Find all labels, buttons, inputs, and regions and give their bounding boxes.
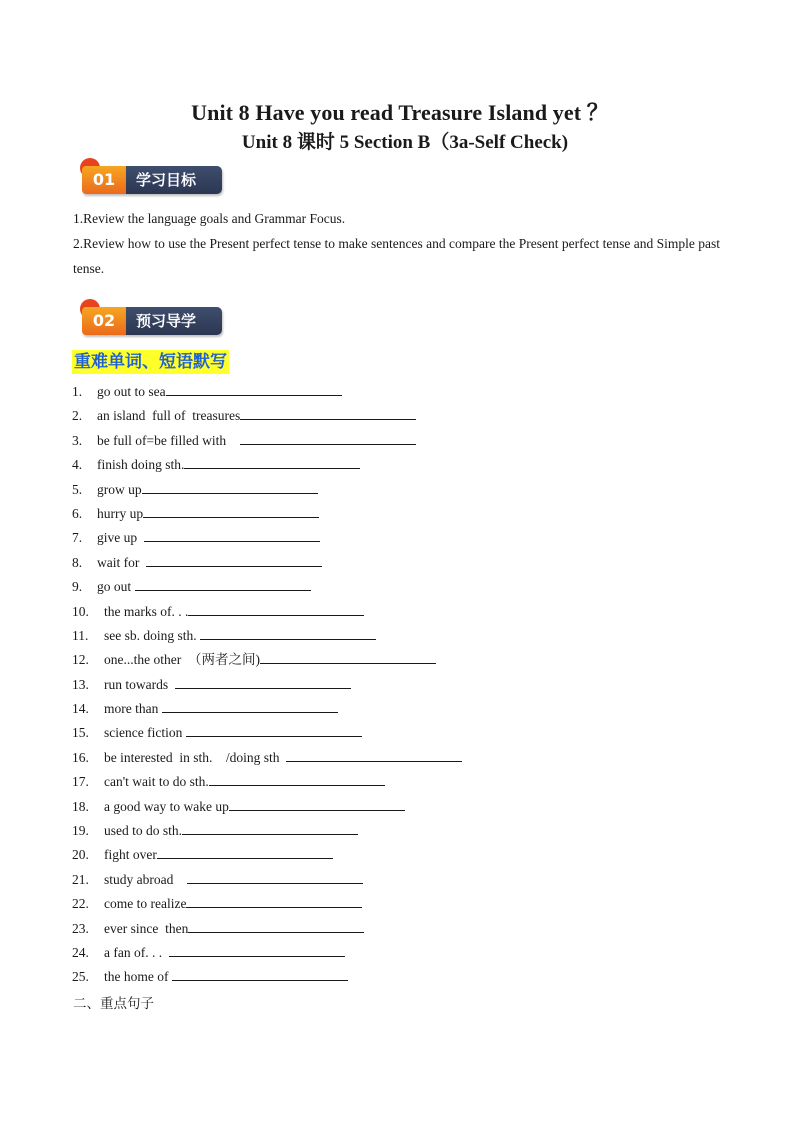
badge-number: 01 [82, 166, 126, 194]
vocab-number: 5. [72, 481, 83, 497]
vocab-item [72, 843, 732, 867]
vocab-number: 4. [72, 457, 83, 473]
vocab-item [72, 697, 732, 721]
vocab-number: 15. [72, 725, 89, 741]
answer-blank[interactable] [135, 578, 311, 591]
key-sentences-heading: 二、重点句子 [73, 996, 154, 1012]
vocab-phrase: be interested in sth. /doing sth [104, 749, 287, 765]
vocab-phrase: come to realize [104, 896, 187, 912]
answer-blank[interactable] [229, 798, 405, 811]
vocab-phrase: finish doing sth. [97, 457, 185, 473]
answer-blank[interactable] [188, 920, 364, 933]
answer-blank[interactable] [209, 773, 385, 786]
goal-item: 2.Review how to use the Present perfect tense to make sentences and compare the Present perfect tense and Simple past tense. [73, 236, 721, 276]
vocab-item [72, 551, 732, 575]
vocab-phrase: go out [97, 579, 135, 595]
vocab-phrase: the marks of. . . [104, 603, 189, 619]
vocab-number: 22. [72, 896, 89, 912]
vocab-item [72, 770, 732, 794]
vocab-item [72, 575, 732, 599]
vocab-number: 14. [72, 701, 89, 717]
vocab-phrase: a fan of. . . [104, 944, 169, 960]
answer-blank[interactable] [175, 676, 351, 689]
vocab-number: 6. [72, 505, 83, 521]
vocab-phrase: run towards [104, 676, 175, 692]
vocab-item [72, 600, 732, 624]
vocab-number: 24. [72, 944, 89, 960]
vocab-number: 21. [72, 871, 89, 887]
answer-blank[interactable] [162, 700, 338, 713]
answer-blank[interactable] [240, 432, 416, 445]
vocab-phrase: see sb. doing sth. [104, 627, 200, 643]
vocab-number: 17. [72, 774, 89, 790]
vocab-number: 23. [72, 920, 89, 936]
vocab-phrase: one...the other （两者之间) [104, 652, 260, 668]
answer-blank[interactable] [286, 749, 462, 762]
answer-blank[interactable] [143, 505, 319, 518]
vocab-item [72, 819, 732, 843]
vocab-number: 12. [72, 652, 89, 668]
answer-blank[interactable] [166, 383, 342, 396]
vocab-phrase: hurry up [97, 505, 144, 521]
vocab-phrase: an island full of treasures [97, 408, 241, 424]
answer-blank[interactable] [186, 895, 362, 908]
badge-label: 预习导学 [126, 307, 222, 335]
answer-blank[interactable] [187, 871, 363, 884]
vocab-item [72, 917, 732, 941]
badge-number: 02 [82, 307, 126, 335]
vocab-number: 9. [72, 579, 83, 595]
vocab-number: 25. [72, 969, 89, 985]
vocab-phrase: the home of [104, 969, 172, 985]
vocab-phrase: ever since then [104, 920, 189, 936]
vocab-number: 7. [72, 530, 83, 546]
answer-blank[interactable] [260, 651, 436, 664]
vocab-phrase: go out to sea [97, 384, 166, 399]
vocab-item [72, 453, 732, 477]
vocab-item [72, 380, 732, 404]
answer-blank[interactable] [184, 456, 360, 469]
page-subtitle: Unit 8 课时 5 Section B（3a-Self Check) [241, 132, 569, 153]
vocab-item [72, 429, 732, 453]
vocab-item [72, 478, 732, 502]
vocab-number: 13. [72, 676, 89, 692]
vocab-item [72, 746, 732, 770]
vocab-number: 1. [72, 384, 83, 399]
vocab-number: 18. [72, 798, 89, 814]
vocab-item [72, 673, 732, 697]
vocab-phrase: be full of=be filled with [97, 432, 240, 448]
vocab-item [72, 868, 732, 892]
vocab-phrase: can't wait to do sth. [104, 774, 209, 790]
vocab-number: 8. [72, 554, 83, 570]
vocab-item [72, 648, 732, 672]
vocab-phrase: more than [104, 701, 162, 717]
vocab-number: 11. [72, 627, 89, 643]
vocab-phrase: used to do sth. [104, 823, 183, 839]
vocab-number: 2. [72, 408, 83, 424]
answer-blank[interactable] [146, 554, 322, 567]
answer-blank[interactable] [169, 944, 345, 957]
vocab-number: 20. [72, 847, 89, 863]
learning-goals [73, 206, 733, 281]
vocab-item [72, 965, 732, 989]
vocab-item [72, 941, 732, 965]
vocab-item [72, 795, 732, 819]
badge-label: 学习目标 [126, 166, 222, 194]
answer-blank[interactable] [186, 724, 362, 737]
section-badge-learning-goals [78, 158, 224, 198]
vocab-phrase: wait for [97, 554, 147, 570]
answer-blank[interactable] [157, 846, 333, 859]
vocab-item [72, 526, 732, 550]
answer-blank[interactable] [188, 603, 364, 616]
vocab-item [72, 624, 732, 648]
vocab-number: 3. [72, 432, 83, 448]
vocab-phrase: study abroad [104, 871, 187, 887]
answer-blank[interactable] [144, 529, 320, 542]
answer-blank[interactable] [182, 822, 358, 835]
vocab-item [72, 404, 732, 428]
vocab-heading: 重难单词、短语默写 [74, 352, 227, 372]
vocab-phrase: grow up [97, 481, 142, 497]
vocab-number: 19. [72, 823, 89, 839]
vocab-phrase: science fiction [104, 725, 186, 741]
vocab-phrase: a good way to wake up [104, 798, 229, 814]
section-badge-preview [78, 299, 224, 339]
answer-blank[interactable] [172, 968, 348, 981]
vocab-list [72, 380, 732, 990]
answer-blank[interactable] [240, 407, 416, 420]
answer-blank[interactable] [142, 481, 318, 494]
answer-blank[interactable] [200, 627, 376, 640]
vocab-item [72, 721, 732, 745]
goal-item: 1.Review the language goals and Grammar Focus. [73, 211, 346, 226]
vocab-phrase: fight over [104, 847, 157, 863]
vocab-number: 16. [72, 749, 89, 765]
vocab-item [72, 502, 732, 526]
vocab-item [72, 892, 732, 916]
vocab-number: 10. [72, 603, 89, 619]
page-title: Unit 8 Have you read Treasure Island yet ？ [191, 100, 609, 125]
vocab-phrase: give up [97, 530, 144, 546]
